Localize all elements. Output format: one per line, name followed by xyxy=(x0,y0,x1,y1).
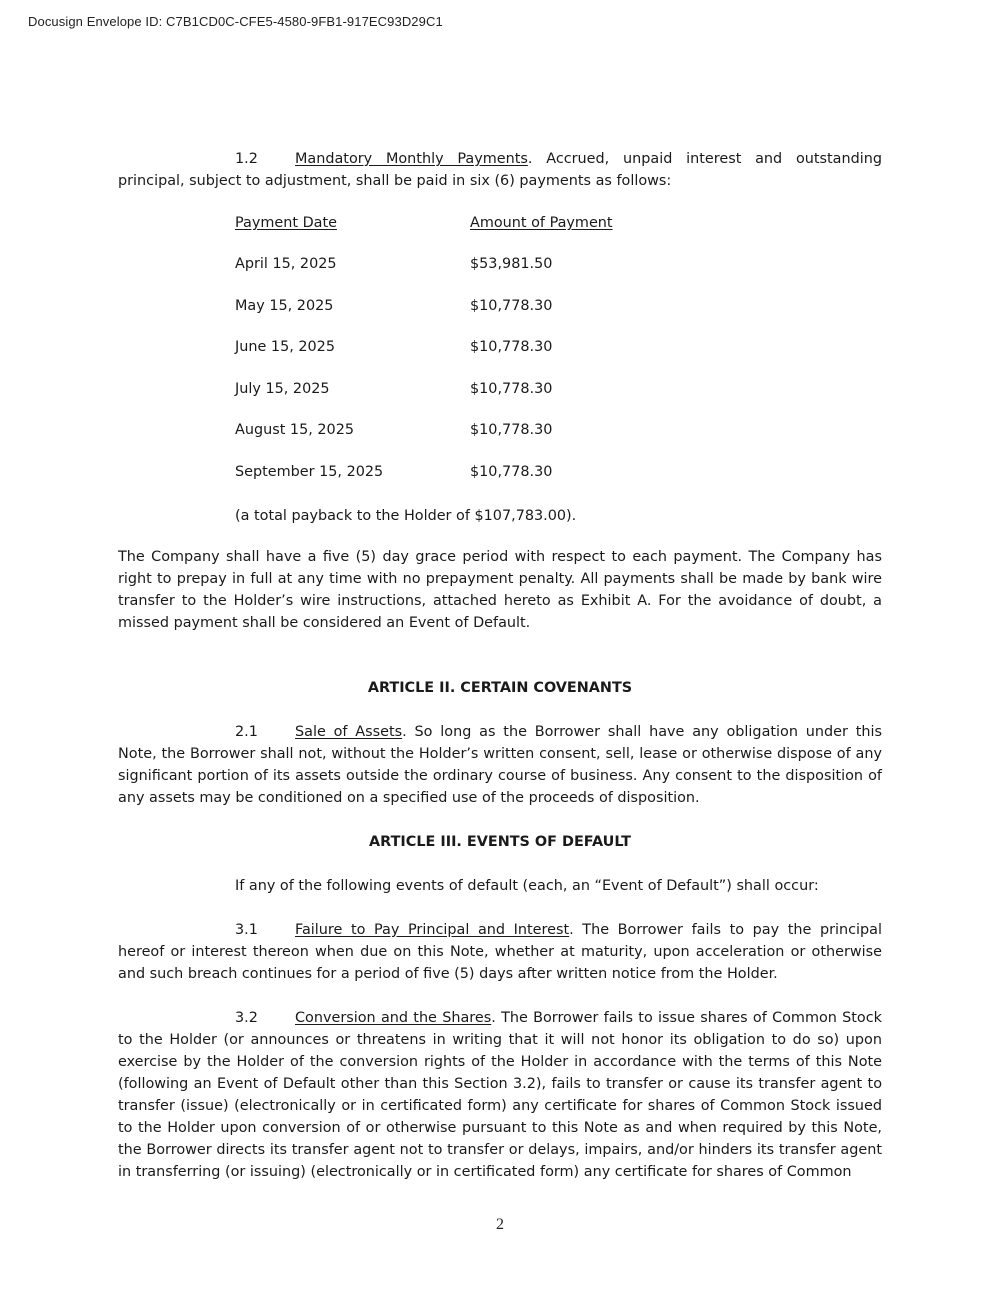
payment-schedule xyxy=(235,212,882,503)
document-page xyxy=(118,148,882,1183)
section-2-1 xyxy=(118,721,882,809)
schedule-row xyxy=(235,419,882,461)
payment-amount: $10,778.30 xyxy=(470,380,553,397)
grace-paragraph: The Company shall have a five (5) day grace period with respect to each payment. The Company has right to prepay in full at any time with no prepayment penalty. All payments shall be made by bank wire transfer to the Holder’s wire instructions, attached hereto as Exhibit A. For the avoidance of doubt, a missed payment shall be considered an Event of Default. xyxy=(118,548,882,631)
envelope-id: Docusign Envelope ID: C7B1CD0C-CFE5-4580-9FB1-917EC93D29C1 xyxy=(28,14,443,29)
article-3-intro: If any of the following events of default (each, an “Event of Default”) shall occur: xyxy=(235,877,819,894)
payment-date: July 15, 2025 xyxy=(235,380,330,397)
section-number: 3.2 xyxy=(235,1009,258,1026)
schedule-row xyxy=(235,461,882,503)
header-amount: Amount of Payment xyxy=(470,215,613,231)
section-3-2 xyxy=(118,1007,882,1183)
schedule-row xyxy=(235,253,882,295)
payment-amount: $10,778.30 xyxy=(470,297,553,314)
payment-date: September 15, 2025 xyxy=(235,463,384,480)
section-number: 2.1 xyxy=(235,723,258,740)
section-title: Mandatory Monthly Payments xyxy=(295,151,528,167)
schedule-row xyxy=(235,336,882,378)
schedule-row xyxy=(235,295,882,337)
section-1-2 xyxy=(118,148,882,192)
schedule-header xyxy=(235,212,882,253)
section-title: Failure to Pay Principal and Interest xyxy=(295,921,570,938)
section-3-1 xyxy=(118,919,882,985)
payment-amount: $53,981.50 xyxy=(470,256,553,272)
article-2-heading: ARTICLE II. CERTAIN COVENANTS xyxy=(367,679,633,696)
payment-amount: $10,778.30 xyxy=(470,339,553,356)
schedule-row xyxy=(235,378,882,420)
payment-date: June 15, 2025 xyxy=(235,339,335,356)
schedule-total: (a total payback to the Holder of $107,783.00). xyxy=(235,507,577,524)
payment-date: August 15, 2025 xyxy=(235,422,355,439)
section-title: Sale of Assets xyxy=(295,723,403,740)
section-text: . Accrued, unpaid interest and outstanding principal, subject to adjustment, shall be paid in six (6) payments as follows: xyxy=(118,151,882,189)
section-number: 3.1 xyxy=(235,921,258,938)
payment-amount: $10,778.30 xyxy=(470,422,553,439)
section-text: . The Borrower fails to issue shares of Common Stock to the Holder (or announces or threatens in writing that it will not honor its obligation to do so) upon exercise by the Holder of the conversion rights of the Holder in accordance with the terms of this Note (following an Event of Default other than this Section 3.2), fails to transfer or cause its transfer agent to transfer (issue) (electronically or in certificated form) any certificate for shares of Common Stock issued to the Holder upon conversion of or otherwise pursuant to this Note as and when required by this Note, the Borrower directs its transfer agent not to transfer or delays, impairs, and/or hinders its transfer agent in transferring (or issuing) (electronically or in certificated form) any certificate for shares of Common xyxy=(118,1009,882,1180)
section-title: Conversion and the Shares xyxy=(295,1009,492,1026)
payment-date: May 15, 2025 xyxy=(235,297,334,314)
article-3-heading: ARTICLE III. EVENTS OF DEFAULT xyxy=(369,833,631,850)
payment-amount: $10,778.30 xyxy=(470,463,553,480)
page-number: 2 xyxy=(496,1216,504,1233)
section-text: . So long as the Borrower shall have any obligation under this Note, the Borrower shall not, without the Holder’s written consent, sell, lease or otherwise dispose of any significant portion of its assets outside the ordinary course of business. Any consent to the disposition of any assets may be conditioned on a specified use of the proceeds of disposition. xyxy=(118,723,882,806)
payment-date: April 15, 2025 xyxy=(235,256,337,272)
section-text: . The Borrower fails to pay the principal hereof or interest thereon when due on this Note, whether at maturity, upon acceleration or otherwise and such breach continues for a period of five (5) days after written notice from the Holder. xyxy=(118,921,882,982)
section-number: 1.2 xyxy=(235,151,258,167)
header-payment-date: Payment Date xyxy=(235,215,337,231)
